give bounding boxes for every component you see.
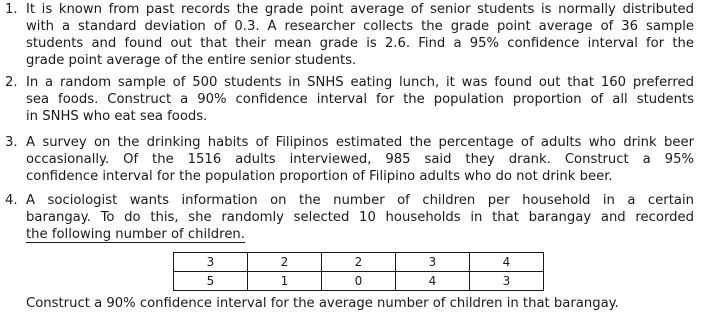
table-cell: 2 bbox=[322, 253, 396, 272]
problem-number: 2. bbox=[5, 75, 18, 90]
problem-number: 3. bbox=[5, 135, 18, 150]
text-line: A sociologist wants information on the number of children per household in a certain bbox=[26, 193, 694, 208]
table-cell: 4 bbox=[470, 253, 544, 272]
text-line: students and found out that their mean grade is 2.6. Find a 95% confidence interval for the bbox=[26, 36, 694, 51]
problem-text bbox=[26, 192, 694, 243]
text-line: A survey on the drinking habits of Filipinos estimated the percentage of adults who drink beer bbox=[26, 135, 694, 150]
text-line: in SNHS who eat sea foods. bbox=[26, 109, 208, 124]
children-data-table bbox=[173, 252, 544, 291]
table-cell: 2 bbox=[248, 253, 322, 272]
problem-text bbox=[26, 134, 694, 185]
table-cell: 3 bbox=[174, 253, 248, 272]
table-cell: 1 bbox=[248, 272, 322, 291]
table-cell: 4 bbox=[396, 272, 470, 291]
text-line: sea foods. Construct a 90% confidence interval for the population proportion of all students bbox=[26, 92, 694, 107]
table-row bbox=[174, 272, 544, 291]
closing-instruction: Construct a 90% confidence interval for the average number of children in that barangay. bbox=[26, 296, 619, 311]
problem-number: 1. bbox=[5, 2, 18, 17]
text-line: with a standard deviation of 0.3. A researcher collects the grade point average of 36 sample bbox=[26, 19, 694, 34]
underlined-text: the following number of children. bbox=[26, 227, 245, 242]
problem-text bbox=[26, 74, 694, 125]
text-line: confidence interval for the population proportion of Filipino adults who do not drink beer. bbox=[26, 169, 613, 184]
table-cell: 5 bbox=[174, 272, 248, 291]
table-cell: 3 bbox=[396, 253, 470, 272]
text-line bbox=[26, 226, 694, 243]
text-line: barangay. To do this, she randomly selected 10 households in that barangay and recorded bbox=[26, 210, 694, 225]
problem-number: 4. bbox=[5, 193, 18, 208]
text-line: grade point average of the entire senior students. bbox=[26, 53, 357, 68]
text-line: It is known from past records the grade point average of senior students is normally distributed bbox=[26, 2, 694, 17]
text-line: occasionally. Of the 1516 adults interviewed, 985 said they drank. Construct a 95% bbox=[26, 152, 694, 167]
table-cell: 3 bbox=[470, 272, 544, 291]
table-row bbox=[174, 253, 544, 272]
text-line: In a random sample of 500 students in SNHS eating lunch, it was found out that 160 preferred bbox=[26, 75, 694, 90]
table-cell: 0 bbox=[322, 272, 396, 291]
problem-text bbox=[26, 1, 694, 69]
